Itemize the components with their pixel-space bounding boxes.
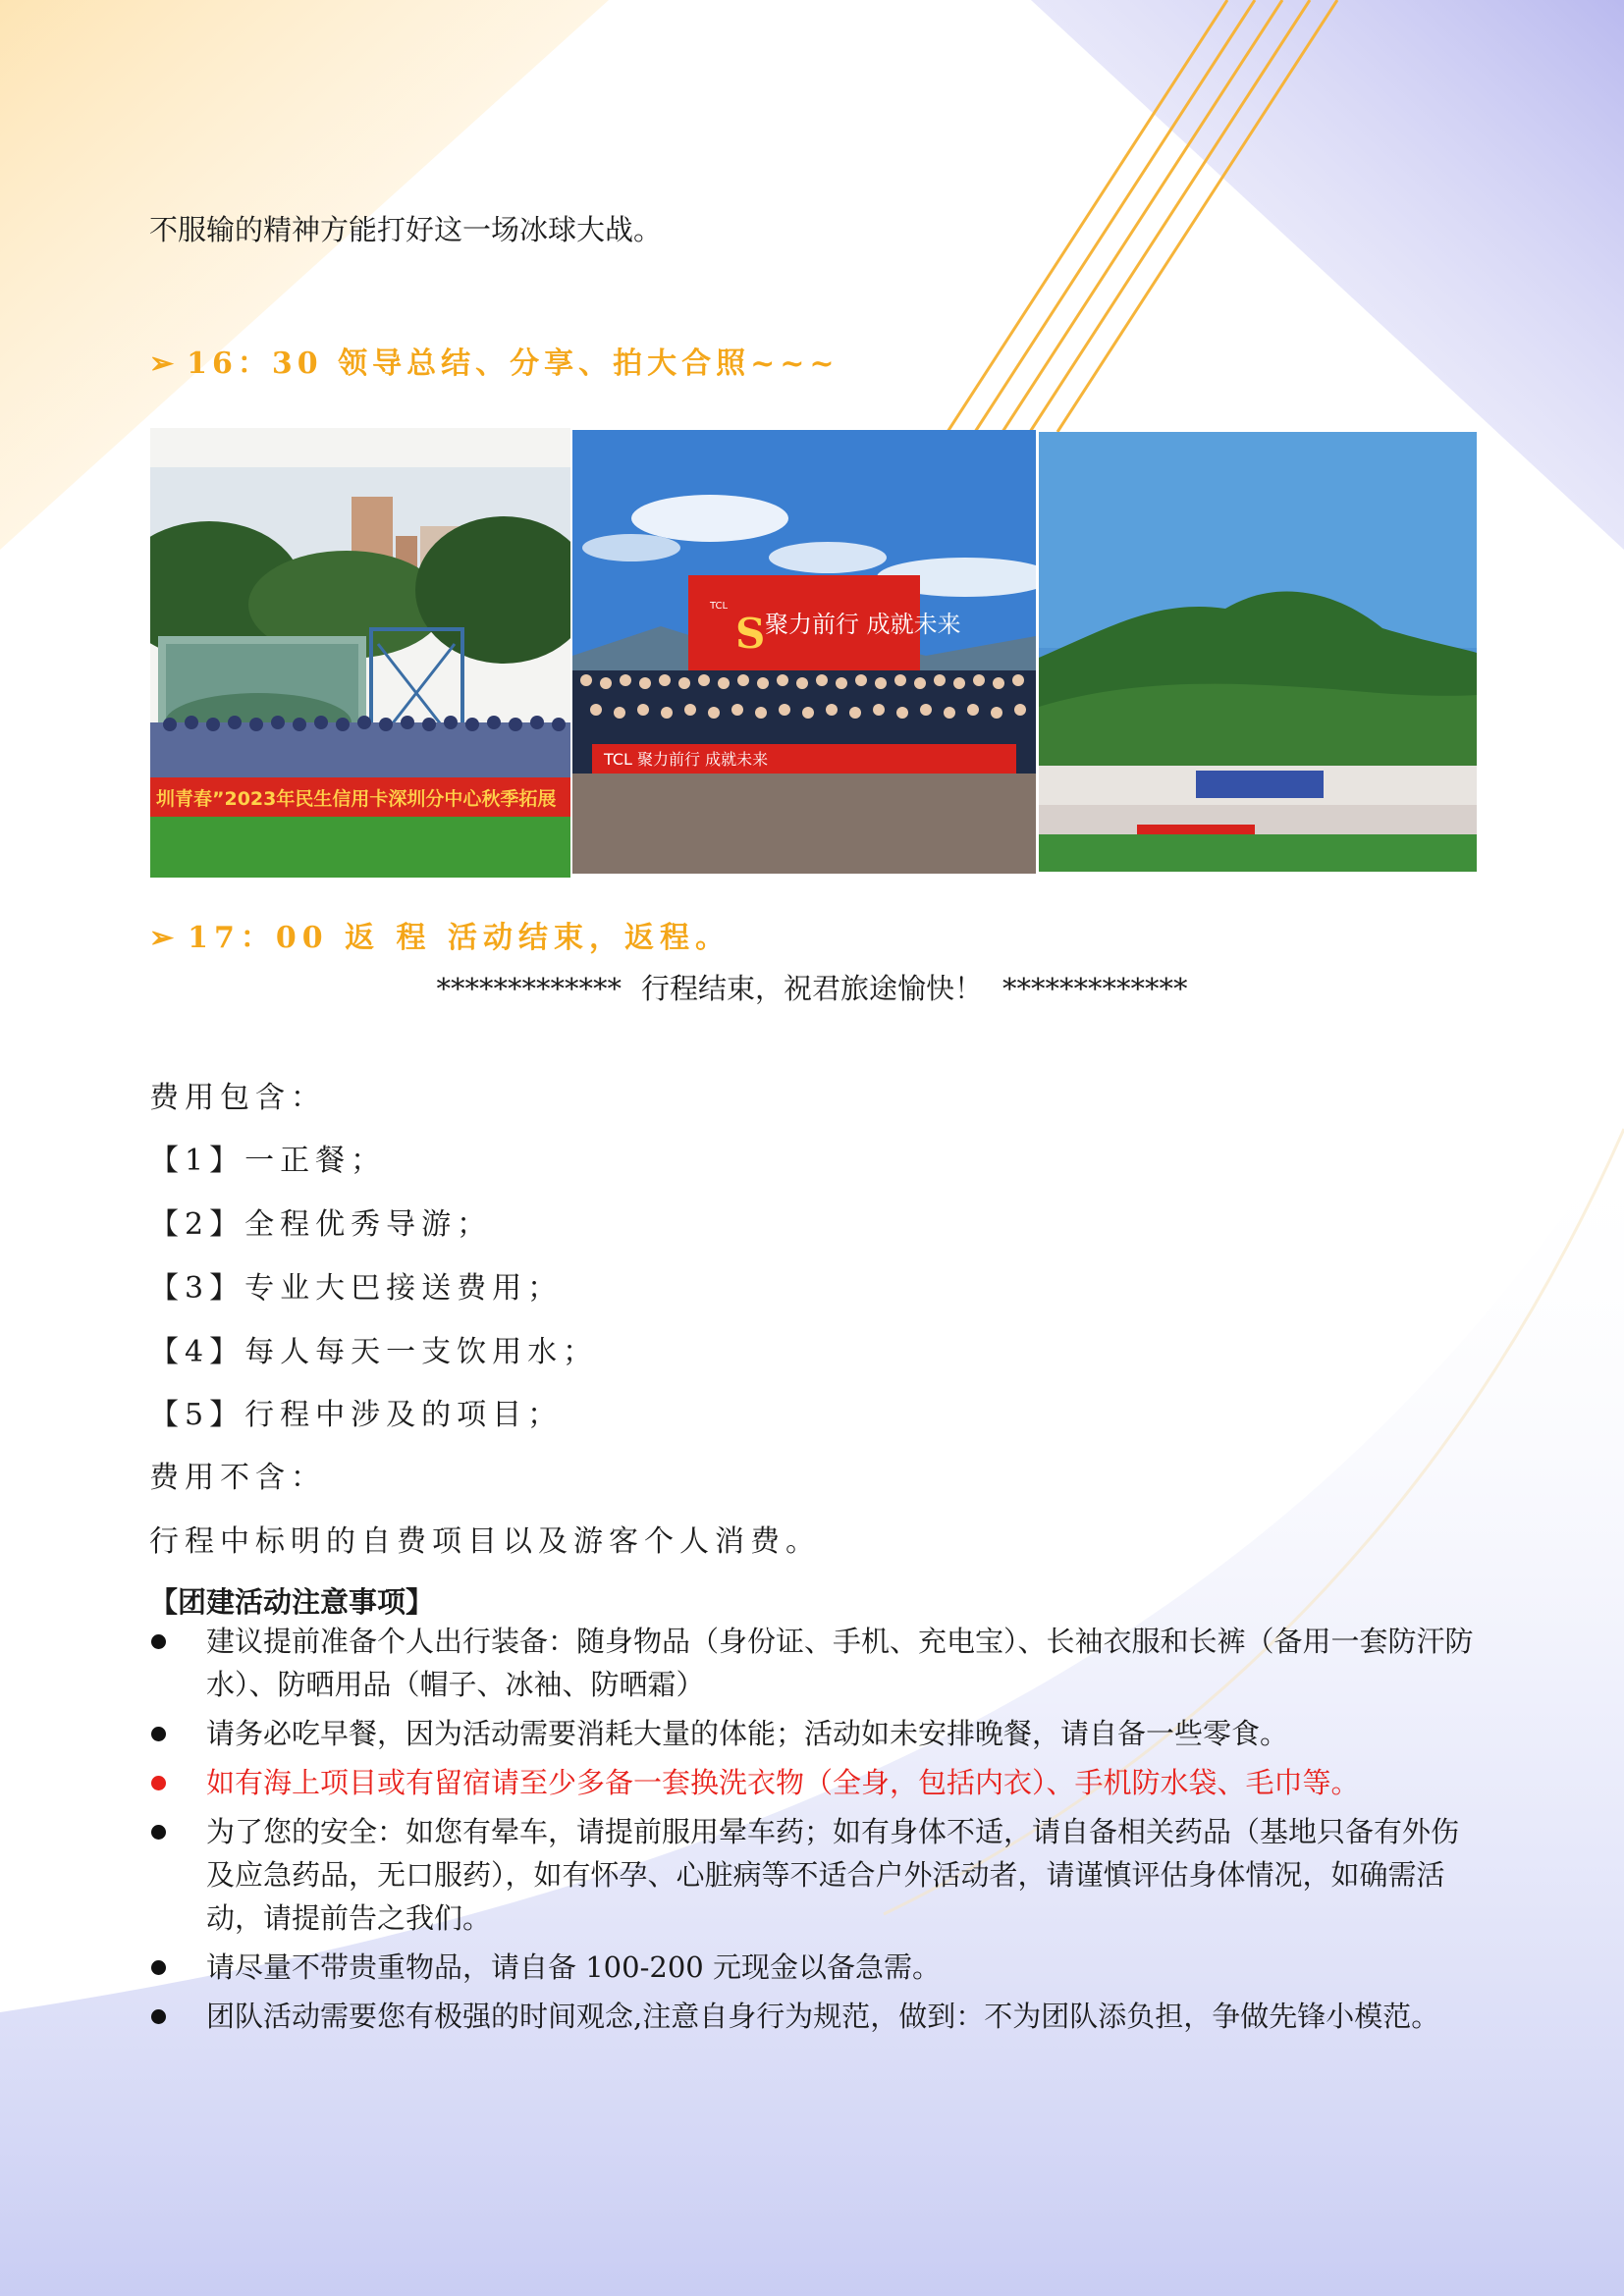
- fee-excluded-heading: 费用不含：: [149, 1461, 326, 1495]
- fee-included-item: 【3】专业大巴接送费用；: [149, 1271, 564, 1306]
- notice-item: [149, 1712, 1481, 1755]
- svg-text:TCL: TCL: [710, 601, 729, 612]
- notice-text: 建议提前准备个人出行装备：随身物品（身份证、手机、充电宝）、长袖衣服和长裤（备用一套防汗防水）、防晒用品（帽子、冰袖、防晒霜）: [206, 1625, 1474, 1701]
- notice-text: 请尽量不带贵重物品，请自备 100-200 元现金以备急需。: [206, 1950, 941, 1984]
- photo-backdrop-text: 聚力前行 成就未来: [765, 611, 961, 638]
- group-photo-hill: [1039, 432, 1477, 872]
- fee-included-item: 【2】全程优秀导游；: [149, 1207, 493, 1242]
- bullet-icon: [151, 1960, 166, 1975]
- notice-heading: 【团建活动注意事项】: [149, 1585, 435, 1619]
- notice-item: [149, 1946, 1481, 1989]
- group-photo-red-backdrop: [572, 430, 1036, 874]
- schedule-item-1630: [149, 339, 839, 382]
- svg-text:S: S: [735, 610, 766, 658]
- bullet-icon: [151, 1634, 166, 1649]
- schedule-text: 16：30 领导总结、分享、拍大合照~~~: [187, 347, 839, 381]
- notice-text: 为了您的安全：如您有晕车，请提前服用晕车药；如有身体不适，请自备相关药品（基地只备有外伤及应急药品，无口服药），如有怀孕、心脏病等不适合户外活动者，请谨慎评估身体情况，如确需活动，请提前告之我们。: [206, 1815, 1460, 1935]
- fee-included-item: 【4】每人每天一支饮用水；: [149, 1335, 599, 1369]
- end-message: 行程结束，祝君旅途愉快！: [640, 972, 983, 1005]
- notice-item-highlighted: [149, 1761, 1481, 1804]
- fee-included-heading: 费用包含：: [149, 1081, 326, 1115]
- notice-list: [149, 1620, 1481, 2044]
- arrow-icon: ➢: [149, 921, 181, 955]
- itinerary-end-line: [0, 967, 1624, 1007]
- notice-text: 请务必吃早餐，因为活动需要消耗大量的体能；活动如未安排晚餐，请自备一些零食。: [206, 1717, 1289, 1750]
- star-separator-left: *************: [436, 972, 622, 1005]
- photo-banner-text-2: TCL 聚力前行 成就未来: [604, 750, 769, 769]
- notice-item: [149, 1810, 1481, 1940]
- intro-paragraph: 不服输的精神方能打好这一场冰球大战。: [149, 213, 663, 246]
- star-separator-right: *************: [1002, 972, 1188, 1005]
- notice-item: [149, 1995, 1481, 2038]
- fee-excluded-text: 行程中标明的自费项目以及游客个人消费。: [149, 1524, 821, 1559]
- schedule-item-1700: [149, 913, 731, 956]
- notice-item: [149, 1620, 1481, 1706]
- arrow-icon: ➢: [149, 347, 180, 381]
- fee-included-item: 【5】行程中涉及的项目；: [149, 1398, 564, 1432]
- group-photo-lawn: [150, 428, 570, 878]
- notice-text: 团队活动需要您有极强的时间观念,注意自身行为规范，做到：不为团队添负担，争做先锋小模范。: [206, 2000, 1440, 2033]
- schedule-text: 17：00 返 程 活动结束，返程。: [188, 921, 731, 955]
- bullet-icon: [151, 1727, 166, 1741]
- bullet-icon: [151, 2009, 166, 2024]
- photo-banner-text: 圳青春”2023年民生信用卡深圳分中心秋季拓展: [156, 788, 557, 810]
- bullet-icon: [151, 1776, 166, 1790]
- bullet-icon: [151, 1825, 166, 1840]
- notice-text: 如有海上项目或有留宿请至少多备一套换洗衣物（全身，包括内衣）、手机防水袋、毛巾等。: [206, 1766, 1360, 1799]
- fee-included-item: 【1】一正餐；: [149, 1144, 387, 1178]
